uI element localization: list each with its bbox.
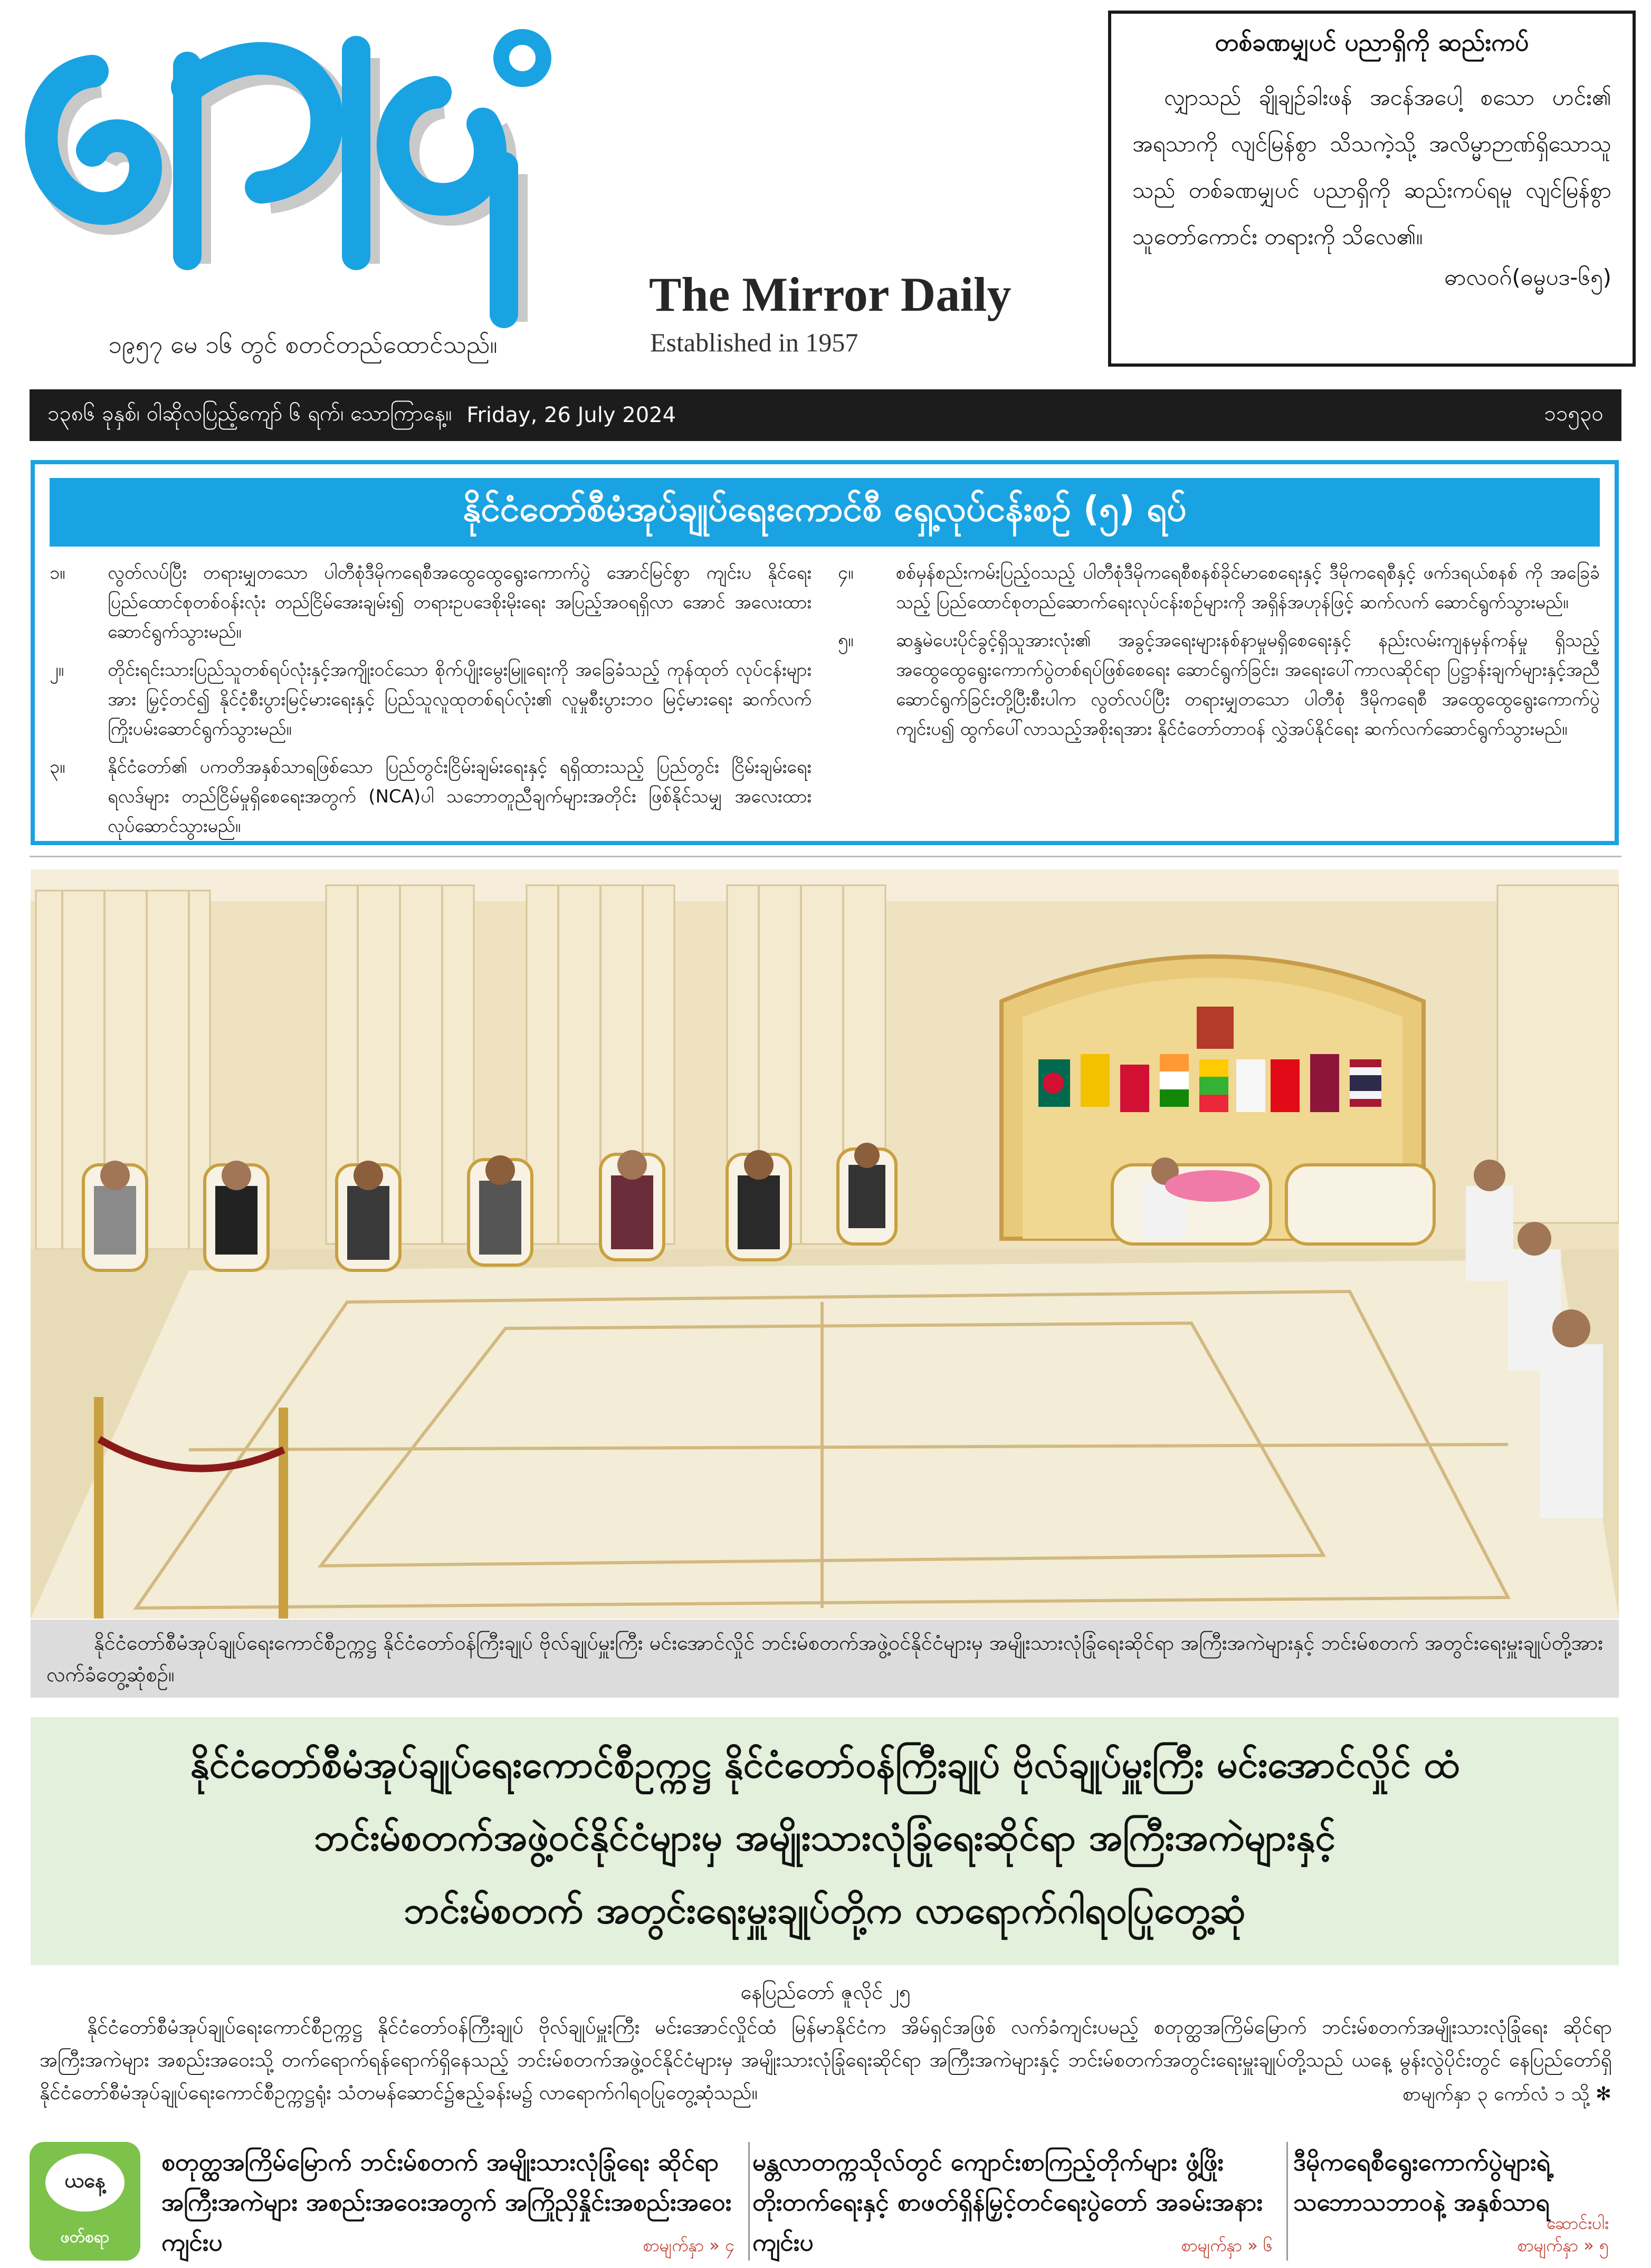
policy-item-number: ၅။ xyxy=(838,630,854,651)
teaser-page: စာမျက်နှာ » ၄ xyxy=(643,2235,734,2255)
policy-heading: နိုင်ငံတော်စီမံအုပ်ချုပ်ရေးကောင်စီ ရှေ့လုပ်ငန်းစဉ် (၅) ရပ် xyxy=(50,478,1600,547)
policy-box xyxy=(31,460,1619,845)
divider xyxy=(30,856,1621,857)
headline-line-1: နိုင်ငံတော်စီမံအုပ်ချုပ်ရေးကောင်စီဥက္ကဋ္ဌ နိုင်ငံတော်ဝန်ကြီးချုပ် ဗိုလ်ချုပ်မှူးကြီး မင်းအောင်လှိုင် ထံ xyxy=(190,1743,1459,1786)
today-reads-badge xyxy=(30,2142,140,2261)
date-bar xyxy=(30,389,1621,441)
policy-item-number: ၄။ xyxy=(838,562,854,583)
established-note: Established in 1957 xyxy=(650,328,858,357)
policy-item-number: ၂။ xyxy=(50,659,64,681)
badge-title: ယနေ့ xyxy=(45,2154,125,2212)
badge-label: ဖတ်စရာ xyxy=(60,2228,110,2246)
teaser-subtitle: ဆောင်းပါး xyxy=(1547,2213,1609,2233)
policy-item-number: ၃။ xyxy=(50,757,65,778)
policy-column-right xyxy=(838,558,1600,832)
headline-line-2: ဘင်းမ်စတက်အဖွဲ့ဝင်နိုင်ငံများမှ အမျိုးသားလုံခြုံရေးဆိုင်ရာ အကြီးအကဲများနှင့် xyxy=(314,1815,1335,1859)
news-photo xyxy=(31,869,1619,1619)
quote-source: ဓာလဝဂ်(ဓမ္မပဒ-၆၅) xyxy=(1444,264,1611,290)
teaser-page: စာမျက်နှာ » ၆ xyxy=(1181,2235,1273,2255)
teaser-title: မန္တလာတက္ကသိုလ်တွင် ကျောင်းစာကြည့်တိုက်များ ဖွံ့ဖြိုးတိုးတက်ရေးနှင့် စာဖတ်ရှိန်မြှင့်တင်ရေးပွဲတော် အခမ်းအနားကျင်းပ xyxy=(752,2148,1263,2256)
policy-item xyxy=(50,752,812,841)
policy-column-left xyxy=(50,558,812,837)
policy-item-text: နိုင်ငံတော်၏ ပကတိအနှစ်သာရဖြစ်သော ပြည်တွင်းငြိမ်းချမ်းရေးနှင့် ရရှိထားသည့် ပြည်တွင်း ငြိမ်းချမ်းရေးရလဒ်များ တည်ငြိမ်မှုရှိစေရေးအတွက် (NCA)ပါ သဘောတူညီချက်များအတိုင်း ဖြစ်နိုင်သမျှ အလေးထား လုပ်ဆောင်သွားမည်။ xyxy=(108,757,812,837)
policy-item-text: တိုင်းရင်းသားပြည်သူတစ်ရပ်လုံးနှင့်အကျိုးဝင်သော စိုက်ပျိုးမွေးမြူရေးကို အခြေခံသည့် ကုန်ထုတ် လုပ်ငန်းများအား မြှင့်တင်၍ နိုင်ငံ့စီးပွားမြင့်မားရေးနှင့် ပြည်သူလူထုတစ်ရပ်လုံး၏ လူမှုစီးပွားဘဝ မြင့်မားရေး ဆက်လက်ကြိုးပမ်းဆောင်ရွက်သွားမည်။ xyxy=(108,659,812,740)
newspaper-logo xyxy=(21,16,612,332)
teaser-strip xyxy=(30,2142,1621,2261)
article-dateline: နေပြည်တော် ဇူလိုင် ၂၅ xyxy=(740,1980,911,2004)
english-date: Friday, 26 July 2024 xyxy=(466,403,676,427)
teaser-title: ဒီမိုကရေစီရွေးကောက်ပွဲများရဲ့ သဘောသဘာဝနဲ့ အနှစ်သာရ xyxy=(1293,2148,1551,2216)
policy-item-text: ဆန္ဒမဲပေးပိုင်ခွင့်ရှိသူအားလုံး၏ အခွင့်အရေးများနစ်နာမှုမရှိစေရေးနှင့် နည်းလမ်းကျနမှန်ကန်မှု ရှိသည့် အထွေထွေရွေးကောက်ပွဲတစ်ရပ်ဖြစ်စေရေး ဆောင်ရွက်ခြင်း၊ အရေးပေါ်ကာလဆိုင်ရာ ပြဋ္ဌာန်းချက်များနှင့်အညီ ဆောင်ရွက်ခြင်းတို့ပြီးစီးပါက လွတ်လပ်ပြီး တရားမျှတသော ပါတီစုံ ဒီမိုကရေစီ အထွေထွေရွေးကောက်ပွဲကျင်းပ၍ ထွက်ပေါ်လာသည့်အစိုးရအား နိုင်ငံတော်တာဝန် လွှဲအပ်နိုင်ရေး ဆက်လက်ဆောင်ရွက်သွားမည်။ xyxy=(896,630,1600,740)
quote-box xyxy=(1108,11,1636,367)
policy-item xyxy=(50,558,812,647)
founded-note: ၁၉၅၇ မေ ၁၆ တွင် စတင်တည်ထောင်သည်။ xyxy=(108,330,498,359)
teaser-divider xyxy=(1286,2142,1288,2261)
photo-caption: နိုင်ငံတော်စီမံအုပ်ချုပ်ရေးကောင်စီဥက္ကဋ္ဌ နိုင်ငံတော်ဝန်ကြီးချုပ် ဗိုလ်ချုပ်မှူးကြီး မင်းအောင်လှိုင် ဘင်းမ်စတက်အဖွဲ့ဝင်နိုင်ငံများမှ အမျိုးသားလုံခြုံရေးဆိုင်ရာ အကြီးအကဲများနှင့် ဘင်းမ်စတက် အတွင်းရေးမှူးချုပ်တို့အား လက်ခံတွေ့ဆုံစဉ်။ xyxy=(31,1620,1619,1698)
policy-item xyxy=(838,626,1600,744)
quote-title: တစ်ခဏမျှပင် ပညာရှိကို ဆည်းကပ် xyxy=(1215,28,1529,56)
teaser-item[interactable] xyxy=(161,2142,747,2261)
policy-item-text: လွတ်လပ်ပြီး တရားမျှတသော ပါတီစုံဒီမိုကရေစီအထွေထွေရွေးကောက်ပွဲ အောင်မြင်စွာ ကျင်းပ နိုင်ရေး ပြည်ထောင်စုတစ်ဝန်းလုံး တည်ငြိမ်အေးချမ်း၍ တရားဥပဒေစိုးမိုးရေး အပြည့်အဝရရှိလာ အောင် အလေးထားဆောင်ရွက်သွားမည်။ xyxy=(108,562,812,643)
policy-item-number: ၁။ xyxy=(50,562,65,583)
policy-item-text: စစ်မှန်စည်းကမ်းပြည့်ဝသည့် ပါတီစုံဒီမိုကရေစီစနစ်ခိုင်မာစေရေးနှင့် ဒီမိုကရေစီနှင့် ဖက်ဒရယ်စနစ် ကို အခြေခံသည့် ပြည်ထောင်စုတည်ဆောက်ရေးလုပ်ငန်းစဉ်များကို အရှိန်အဟုန်ဖြင့် ဆက်လက် ဆောင်ရွက်သွားမည်။ xyxy=(896,562,1600,613)
article-lead: နိုင်ငံတော်စီမံအုပ်ချုပ်ရေးကောင်စီဥက္ကဋ္ဌ နိုင်ငံတော်ဝန်ကြီးချုပ် ဗိုလ်ချုပ်မှူးကြီး မင်းအောင်လှိုင်ထံ မြန်မာနိုင်ငံက အိမ်ရှင်အဖြစ် လက်ခံကျင်းပမည့် စတုတ္ထအကြိမ်မြောက် ဘင်းမ်စတက်အမျိုးသားလုံခြုံရေး ဆိုင်ရာအကြီးအကဲများ အစည်းအဝေးသို့ တက်ရောက်ရန်ရောက်ရှိနေသည့် ဘင်းမ်စတက်အဖွဲ့ဝင်နိုင်ငံများမှ အမျိုးသားလုံခြုံရေးဆိုင်ရာ အကြီးအကဲများနှင့် ဘင်းမ်စတက်အတွင်းရေးမှူးချုပ်တို့သည် ယနေ့ မွန်းလွဲပိုင်းတွင် နေပြည်တော်ရှိ နိုင်ငံတော်စီမံအုပ်ချုပ်ရေးကောင်စီဥက္ကဋ္ဌရုံး သံတမန်ဆောင်၌ဧည့်ခန်းမ၌ လာရောက်ဂါရဝပြုတွေ့ဆုံသည်။ xyxy=(40,2016,1612,2104)
quote-text: လျှာသည် ချိုချဉ်ခါးဖန် အငန်အပေါ့ စသော ဟင်း၏ အရသာကို လျင်မြန်စွာ သိသကဲ့သို့ အလိမ္မာဉာဏ်ရှိသောသူသည် တစ်ခဏမျှပင် ပညာရှိကို ဆည်းကပ်ရမူ လျင်မြန်စွာ သူတော်ကောင်း တရားကို သိလေ၏။ xyxy=(1132,84,1611,250)
teaser-divider xyxy=(748,2142,750,2261)
continued-link[interactable]: စာမျက်နှာ ၃ ကော်လံ ၁ သို့ ✻ xyxy=(1402,2083,1611,2105)
main-headline xyxy=(31,1717,1619,1965)
issue-number: ၁၁၅၃၀ xyxy=(1544,401,1604,426)
myanmar-date: ၁၃၈၆ ခုနှစ်၊ ဝါဆိုလပြည့်ကျော် ၆ ရက်၊ သောကြာနေ့။ xyxy=(47,401,452,426)
headline-line-3: ဘင်းမ်စတက် အတွင်းရေးမှူးချုပ်တို့က လာရောက်ဂါရဝပြုတွေ့ဆုံ xyxy=(404,1888,1246,1932)
english-title: The Mirror Daily xyxy=(649,267,1011,321)
teaser-item[interactable] xyxy=(752,2142,1285,2261)
teaser-page: စာမျက်နှာ » ၅ xyxy=(1517,2235,1609,2255)
teaser-item[interactable] xyxy=(1293,2142,1621,2261)
logo-letters xyxy=(41,37,543,314)
policy-item xyxy=(50,655,812,744)
policy-item xyxy=(838,558,1600,617)
teaser-title: စတုတ္ထအကြိမ်မြောက် ဘင်းမ်စတက် အမျိုးသားလုံခြုံရေး ဆိုင်ရာအကြီးအကဲများ အစည်းအဝေးအတွက် အကြိုညှိနှိုင်းအစည်းအဝေး ကျင်းပ xyxy=(161,2148,732,2256)
